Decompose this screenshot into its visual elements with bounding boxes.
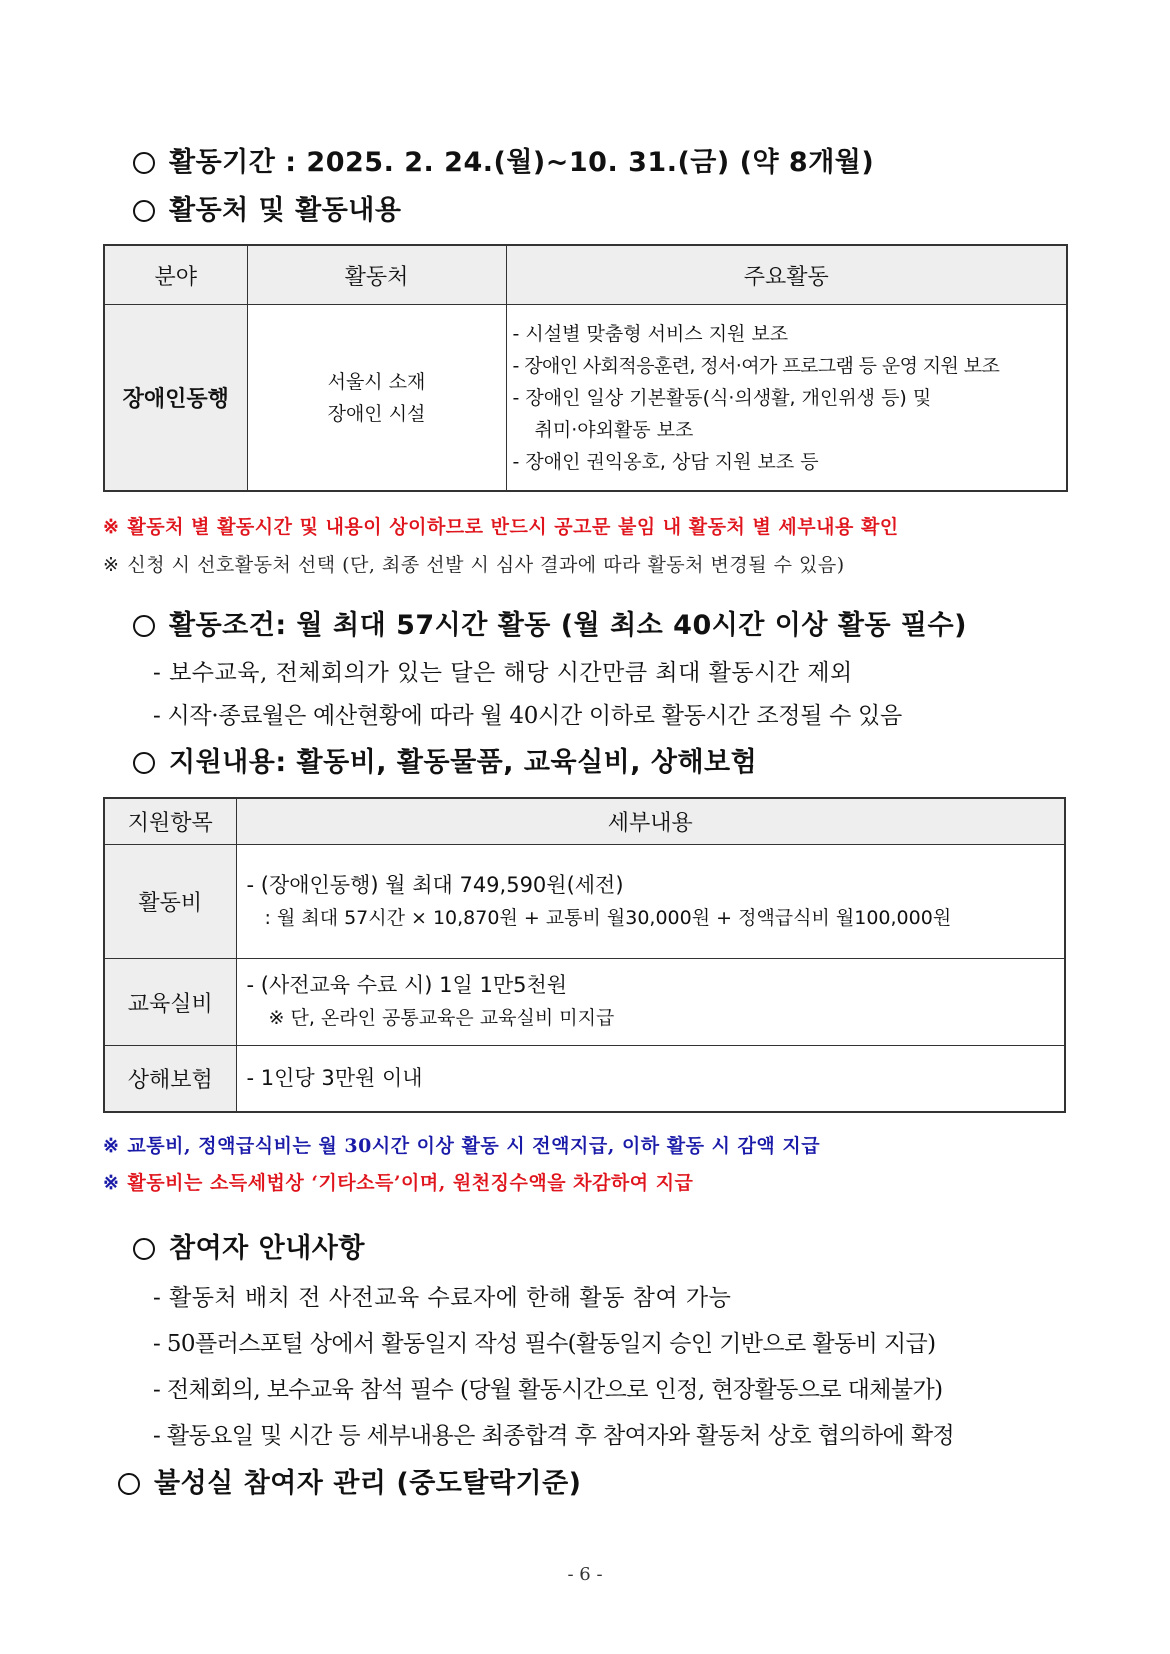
circle-bullet-icon: [133, 752, 155, 774]
table-row: [104, 1046, 1065, 1112]
notice-black: ※ 신청 시 선호활동처 선택 (단, 최종 선발 시 심사 결과에 따라 활동처 변경될 수 있음): [103, 554, 845, 576]
participants-bullet: - 활동처 배치 전 사전교육 수료자에 한해 활동 참여 가능: [153, 1285, 732, 1311]
notice-red: ※ 활동비는 소득세법상 ‘기타소득’이며, 원천징수액을 차감하여 지급: [103, 1172, 694, 1194]
page-number: - 6 -: [567, 1564, 603, 1585]
reference-mark-icon: ※: [103, 554, 120, 576]
dropout-heading: 불성실 참여자 관리 (중도탈락기준): [118, 1461, 582, 1500]
table-row: [104, 305, 1067, 492]
header-place: 활동처: [247, 245, 506, 305]
detail-line: - (장애인동행) 월 최대 749,590원(세전): [246, 872, 624, 897]
conditions-bullet: - 보수교육, 전체회의가 있는 달은 해당 시간만큼 최대 활동시간 제외: [153, 660, 853, 686]
detail-subline: : 월 최대 57시간 × 10,870원 + 교통비 월30,000원 + 정액급식비 월100,000원: [264, 906, 952, 929]
support-label: 활동비: [104, 845, 236, 959]
participants-heading: 참여자 안내사항: [133, 1226, 365, 1265]
participants-bullet: - 전체회의, 보수교육 참석 필수 (당월 활동시간으로 인정, 현장활동으로 대체불가): [153, 1377, 943, 1403]
participants-bullet: - 활동요일 및 시간 등 세부내용은 최종합격 후 참여자와 활동처 상호 협의하에 확정: [153, 1423, 955, 1449]
reference-mark-icon: ※: [103, 1135, 120, 1157]
header-main-activities: 주요활동: [506, 245, 1067, 305]
activity-item: - 장애인 사회적응훈련, 정서·여가 프로그램 등 운영 지원 보조: [512, 354, 1000, 377]
period-heading: 활동기간 : 2025. 2. 24.(월)~10. 31.(금) (약 8개월): [133, 140, 874, 179]
place-line: 서울시 소재: [327, 370, 426, 393]
table-header-row: [104, 245, 1067, 305]
conditions-heading: 활동조건: 월 최대 57시간 활동 (월 최소 40시간 이상 활동 필수): [133, 603, 967, 642]
support-label: 상해보험: [104, 1046, 236, 1112]
header-details: 세부내용: [236, 798, 1065, 845]
table-row: [104, 959, 1065, 1046]
support-label: 교육실비: [104, 959, 236, 1046]
support-table: [103, 797, 1066, 1113]
support-detail: [236, 1046, 1065, 1112]
reference-mark-icon: ※: [103, 1172, 120, 1194]
circle-bullet-icon: [133, 1238, 155, 1260]
table-header-row: [104, 798, 1065, 845]
activity-place-table: [103, 244, 1068, 492]
support-heading: 지원내용: 활동비, 활동물품, 교육실비, 상해보험: [133, 740, 757, 779]
support-detail: [236, 845, 1065, 959]
participants-bullet: - 50플러스포털 상에서 활동일지 작성 필수(활동일지 승인 기반으로 활동비 지급): [153, 1331, 936, 1357]
detail-subline: ※ 단, 온라인 공통교육은 교육실비 미지급: [268, 1007, 615, 1029]
header-field: 분야: [104, 245, 247, 305]
detail-line: - (사전교육 수료 시) 1일 1만5천원: [246, 973, 568, 997]
circle-bullet-icon: [133, 615, 155, 637]
header-support-item: 지원항목: [104, 798, 236, 845]
activity-item-continued: 취미·야외활동 보조: [534, 418, 694, 441]
activities-cell: [506, 305, 1067, 492]
detail-line: - 1인당 3만원 이내: [246, 1065, 423, 1090]
support-detail: [236, 959, 1065, 1046]
conditions-bullet: - 시작·종료월은 예산현황에 따라 월 40시간 이하로 활동시간 조정될 수 있음: [153, 703, 902, 729]
place-heading: 활동처 및 활동내용: [133, 188, 401, 227]
circle-bullet-icon: [133, 200, 155, 222]
place-line: 장애인 시설: [327, 402, 426, 425]
notice-blue: ※ 교통비, 정액급식비는 월 30시간 이상 활동 시 전액지급, 이하 활동 시 감액 지급: [103, 1135, 821, 1157]
activity-item: - 장애인 일상 기본활동(식·의생활, 개인위생 등) 및: [512, 386, 932, 409]
circle-bullet-icon: [133, 152, 155, 174]
notice-red: ※ 활동처 별 활동시간 및 내용이 상이하므로 반드시 공고문 붙임 내 활동처 별 세부내용 확인: [103, 516, 899, 538]
category-cell: 장애인동행: [104, 305, 247, 492]
circle-bullet-icon: [118, 1473, 140, 1495]
reference-mark-icon: ※: [103, 516, 120, 538]
table-row: [104, 845, 1065, 959]
activity-item: - 시설별 맞춤형 서비스 지원 보조: [512, 322, 789, 345]
activity-item: - 장애인 권익옹호, 상담 지원 보조 등: [512, 450, 819, 473]
place-cell: [247, 305, 506, 492]
